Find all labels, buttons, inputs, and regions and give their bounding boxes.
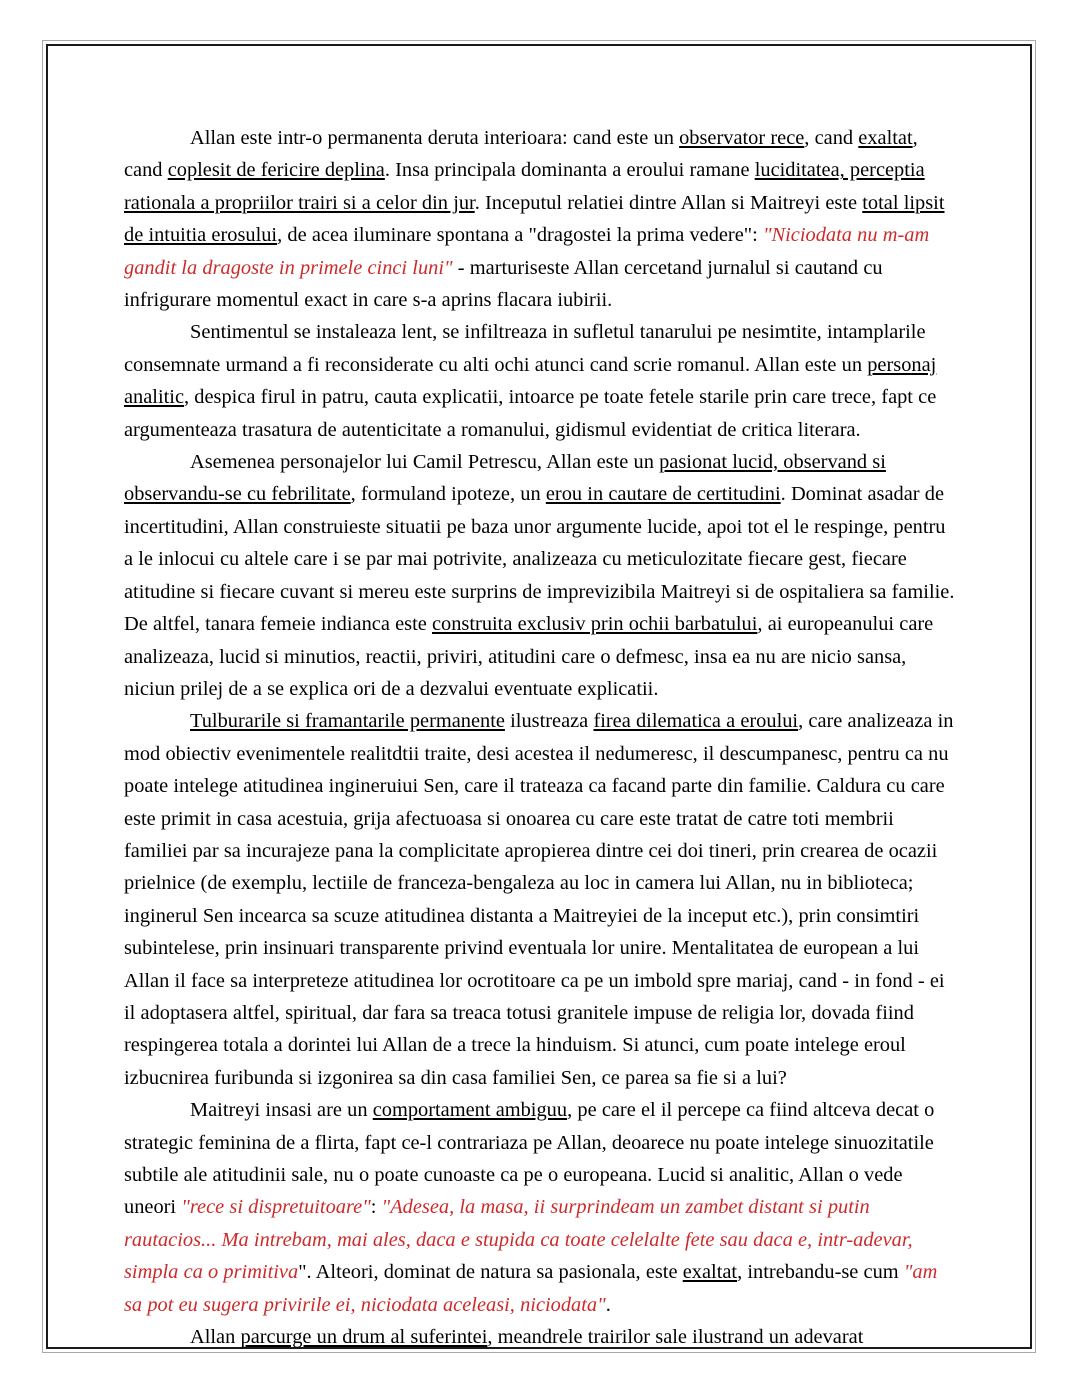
text-run: Sentimentul se instaleaza lent, se infiltreaza in sufletul tanarului pe nesimtite, intamplarile consemnate urmand a fi reconsiderate cu alti ochi atunci cand scrie romanul. Allan este un	[124, 321, 926, 376]
text-run: Asemenea personajelor lui Camil Petrescu, Allan este un	[190, 451, 660, 474]
text-run: , de acea iluminare spontana a "dragostei la prima vedere":	[277, 224, 763, 247]
text-run: :	[370, 1196, 382, 1219]
text-run: , meandrele trairilor sale ilustrand un adevarat	[487, 1326, 864, 1349]
text-run: Maitreyi insasi are un	[190, 1099, 373, 1122]
page-sheet	[42, 40, 1036, 1353]
text-run: . Dominat asadar de incertitudini, Allan construieste situatii pe baza unor argumente lucide, apoi tot el le respinge, pentru a le inlocui cu altele care i se par mai potrivite, analizeaza cu meticulozitate fiecare gest, fiecare atitudine si fiecare cuvant si mereu este surprins de imprevizibila Maitreyi si de ospitaliera sa familie. De altfel, tanara femeie indianca este	[124, 483, 955, 636]
underlined-phrase: pasionat lucid, observand si observandu-se cu febrilitate	[124, 451, 886, 506]
underlined-phrase: total lipsit de intuitia erosului	[124, 191, 945, 247]
page-border-frame	[46, 44, 1032, 1349]
underlined-phrase: erou in cautare de certitudini	[545, 483, 781, 506]
text-run: , cand	[124, 127, 918, 182]
text-run: . Insa principala dominanta a eroului ramane	[384, 159, 755, 182]
red-italic-quote: "Niciodata nu m-am gandit la dragoste in primele cinci luni"	[124, 224, 930, 279]
paragraph-p1	[124, 122, 959, 316]
text-run: , intrebandu-se cum	[737, 1261, 904, 1284]
underlined-phrase: personaj analitic	[124, 353, 937, 409]
underlined-phrase: Tulburarile si framantarile permanente	[190, 710, 505, 733]
underlined-phrase: exaltat	[858, 127, 913, 149]
red-italic-quote: "Adesea, la masa, ii surprindeam un zambet distant si putin rautacios... Ma intrebam, mai ales, daca e stupida ca toate celelalte fete sau daca e, intr-adevar, simpla ca o primitiva	[124, 1196, 913, 1284]
text-run: , care analizeaza in mod obiectiv evenimentele realitdtii traite, desi acestea il nedumeresc, il descumpanesc, pentru ca nu poate intelege atitudinea ingineruiui Sen, care il trateaza ca facand parte din familie. Caldura cu care este primit in casa acestuia, grija afectuoasa si onoarea cu care este tratat de catre toti membrii familiei par sa incurajeze pana la complicitate apropierea dintre cei doi tineri, prin crearea de ocazii prielnice (de exemplu, lectiile de franceza-bengaleza au loc in camera lui Allan, nu in biblioteca; inginerul Sen incearca sa scuze atitudinea distanta a Maitreyiei de la inceput etc.), prin consimtiri subintelese, prin insinuari transparente privind eventuala lor unire. Mentalitatea de european a lui Allan il face sa interpreteze atitudinea lor ocrotitoare ca pe un imbold spre mariaj, cand - in fond - ei il adoptasera altfel, spiritual, dar fara sa treaca totusi granitele impuse de religia lor, dovada fiind respingerea totala a dorintei lui Allan de a trece la hinduism. Si atunci, cum poate intelege eroul izbucnirea furibunda si izgonirea sa din casa familiei Sen, ce parea sa fie si a lui?	[124, 710, 954, 1089]
red-italic-quote: "am sa pot eu sugera privirile ei, niciodata aceleasi, niciodata"	[124, 1261, 938, 1316]
underlined-phrase: observator rece	[679, 127, 805, 149]
text-run: ". Alteori, dominat de natura sa pasionala, este	[298, 1261, 683, 1284]
paragraph-p3	[124, 446, 959, 705]
red-italic-quote: "rece si dispretuitoare"	[181, 1196, 371, 1219]
text-run: . Inceputul relatiei dintre Allan si Maitreyi este	[474, 191, 863, 214]
underlined-phrase: comportament ambiguu	[372, 1099, 568, 1122]
text-run: , ai europeanului care analizeaza, lucid si minutios, reactii, priviri, atitudini care o defmesc, insa ea nu are nicio sansa, niciun prilej de a se explica ori de a dezvalui eventuate explicatii.	[124, 613, 934, 700]
text-run: , formuland ipoteze, un	[350, 483, 546, 506]
paragraph-p5	[124, 1094, 959, 1321]
paragraph-p6	[124, 1321, 959, 1353]
paragraph-p4	[124, 705, 959, 1094]
underlined-phrase: exaltat	[682, 1261, 738, 1284]
text-run: , cand	[804, 127, 859, 149]
text-run: Allan este intr-o permanenta deruta interioara: cand este un	[190, 127, 680, 149]
text-run: Allan	[190, 1326, 241, 1349]
text-run: .	[605, 1293, 611, 1316]
underlined-phrase: firea dilematica a eroului	[593, 710, 799, 733]
underlined-phrase: parcurge un drum al suferintei	[240, 1326, 488, 1349]
paragraph-p2	[124, 316, 959, 446]
underlined-phrase: luciditatea, perceptia rationala a propriilor trairi si a celor din jur	[124, 159, 925, 214]
underlined-phrase: construita exclusiv prin ochii barbatului	[431, 613, 758, 636]
underlined-phrase: coplesit de fericire deplina	[167, 159, 385, 182]
document-text-body	[124, 122, 959, 1353]
text-run: - marturiseste Allan cercetand jurnalul si cautand cu infrigurare momentul exact in care s-a aprins flacara iubirii.	[124, 256, 883, 312]
text-run: ilustreaza	[504, 710, 594, 733]
text-run: , despica firul in patru, cauta explicatii, intoarce pe toate fetele starile prin care trece, fapt ce argumenteaza trasatura de autenticitate a romanului, gidismul evidentiat de critica literara.	[124, 386, 937, 441]
text-run: , pe care el il percepe ca fiind altceva decat o strategic feminina de a flirta, fapt ce-l contrariaza pe Allan, deoarece nu poate intelege sinuozitatile subtile ale atitudinii sale, nu o poate cunoaste ca pe o europeana. Lucid si analitic, Allan o vede uneori	[124, 1099, 935, 1219]
